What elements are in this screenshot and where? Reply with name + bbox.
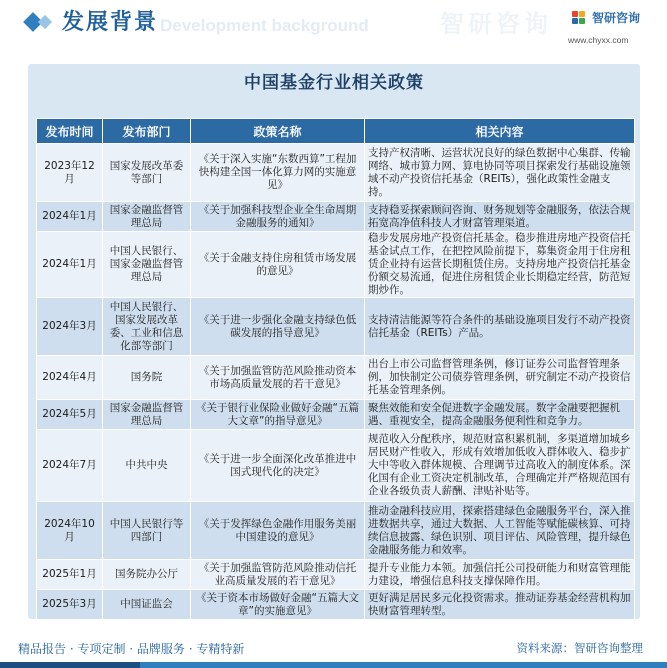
cell-content: 出台上市公司监督管理条例，修订证券公司监督管理条例，加快制定公司债券管理条例，研究制定不动产投资信托基金管理条例。 — [365, 356, 635, 400]
column-header: 相关内容 — [365, 119, 635, 144]
cell-date: 2025年1月 — [37, 560, 103, 590]
cell-content: 规范收入分配秩序，规范财富积累机制，多渠道增加城乡居民财产性收入，形成有效增加低收入群体收入、稳步扩大中等收入群体规模、合理调节过高收入的制度体系。深化国有企业工资决定机制改革，合理确定并严格规范国有企业各级负责人薪酬、津贴补贴等。 — [365, 430, 635, 502]
cell-date: 2024年10月 — [37, 502, 103, 560]
page-title: 发展背景 — [62, 9, 159, 35]
cell-date: 2023年12月 — [37, 144, 103, 202]
table-row — [37, 590, 635, 620]
cell-content: 提升专业能力本领。加强信托公司投研能力和财富管理能力建设，增强信息科技支撑保障作用。 — [365, 560, 635, 590]
column-header: 发布时间 — [37, 119, 103, 144]
cell-dept: 国家发展改革委等部门 — [103, 144, 191, 202]
table-row — [37, 298, 635, 356]
cell-dept: 中共中央 — [103, 430, 191, 502]
cell-policy: 《关于进一步强化金融支持绿色低碳发展的指导意见》 — [191, 298, 365, 356]
footer-tagline: 精品报告 · 专项定制 · 品牌服务 · 专精特新 — [18, 642, 245, 656]
cell-date: 2024年4月 — [37, 356, 103, 400]
cell-policy: 《关于加强监管防范风险推动资本市场高质量发展的若干意见》 — [191, 356, 365, 400]
page-header — [0, 0, 667, 46]
column-header: 政策名称 — [191, 119, 365, 144]
cell-dept: 中国证监会 — [103, 590, 191, 620]
page-footer — [0, 622, 667, 668]
diamond-small-icon — [38, 15, 52, 29]
footer-source: 资料来源：智研咨询整理 — [516, 641, 643, 655]
footer-bar-accent — [0, 662, 140, 668]
table-row — [37, 400, 635, 430]
brand-mark-icon — [572, 11, 586, 25]
cell-content: 更好满足居民多元化投资需求。推动证券基金经营机构加快财富管理转型。 — [365, 590, 635, 620]
brand-name: 智研咨询 — [592, 11, 641, 25]
cell-content: 支持清洁能源等符合条件的基础设施项目发行不动产投资信托基金（REITs）产品。 — [365, 298, 635, 356]
table-row — [37, 430, 635, 502]
header-ghost-text: Development background — [160, 16, 369, 35]
table-row — [37, 356, 635, 400]
cell-date: 2024年1月 — [37, 202, 103, 232]
cell-policy: 《关于加强科技型企业全生命周期金融服务的通知》 — [191, 202, 365, 232]
cell-policy: 《关于加强监管防范风险推动信托业高质量发展的若干意见》 — [191, 560, 365, 590]
cell-content: 支持产权清晰、运营状况良好的绿色数据中心集群、传输网络、城市算力网、算电协同等项目探索发行基础设施领域不动产投资信托基金（REITs），强化政策性金融支持。 — [365, 144, 635, 202]
table-title: 中国基金行业相关政策 — [244, 73, 424, 93]
header-ghost-cn: 智研咨询 — [440, 10, 552, 38]
cell-policy: 《关于金融支持住房租赁市场发展的意见》 — [191, 232, 365, 298]
cell-date: 2024年5月 — [37, 400, 103, 430]
cell-dept: 中国人民银行、国家发展改革委、工业和信息化部等部门 — [103, 298, 191, 356]
table-row — [37, 560, 635, 590]
brand-url: www.chyxx.com — [568, 35, 629, 45]
cell-content: 聚焦效能和安全促进数字金融发展。数字金融要把握机遇、重视安全，提高金融服务便利性和竞争力。 — [365, 400, 635, 430]
cell-content: 支持稳妥探索顾问咨询、财务规划等金融服务，依法合规拓宽高净值科技人才财富管理渠道。 — [365, 202, 635, 232]
table-row — [37, 232, 635, 298]
cell-dept: 国家金融监督管理总局 — [103, 202, 191, 232]
cell-dept: 国务院 — [103, 356, 191, 400]
cell-policy: 《关于进一步全面深化改革推进中国式现代化的决定》 — [191, 430, 365, 502]
cell-date: 2024年1月 — [37, 232, 103, 298]
table-row — [37, 202, 635, 232]
cell-dept: 国家金融监督管理总局 — [103, 400, 191, 430]
cell-dept: 中国人民银行、国家金融监督管理总局 — [103, 232, 191, 298]
cell-content: 稳步发展房地产投资信托基金。稳步推进房地产投资信托基金试点工作，在把控风险前提下，募集资金用于住房租赁企业持有运营长期租赁住房。支持房地产投资信托基金份额交易流通，促进住房租赁企业长期稳定经营，防范短期炒作。 — [365, 232, 635, 298]
table-header-row — [37, 119, 635, 144]
cell-content: 推动金融科技应用，探索搭建绿色金融服务平台，深入推进数据共享，通过大数据、人工智能等赋能碳核算、可持续信息披露、绿色识别、项目评估、风险管理，提升绿色金融服务能力和效率。 — [365, 502, 635, 560]
cell-policy: 《关于深入实施“东数西算”工程加快构建全国一体化算力网的实施意见》 — [191, 144, 365, 202]
cell-date: 2024年3月 — [37, 298, 103, 356]
policy-table — [36, 118, 635, 620]
cell-dept: 中国人民银行等四部门 — [103, 502, 191, 560]
cell-policy: 《关于资本市场做好金融“五篇大文章”的实施意见》 — [191, 590, 365, 620]
cell-date: 2024年7月 — [37, 430, 103, 502]
cell-policy: 《关于发挥绿色金融作用服务美丽中国建设的意见》 — [191, 502, 365, 560]
cell-date: 2025年3月 — [37, 590, 103, 620]
cell-policy: 《关于银行业保险业做好金融“五篇大文章”的指导意见》 — [191, 400, 365, 430]
table-row — [37, 144, 635, 202]
table-row — [37, 502, 635, 560]
column-header: 发布部门 — [103, 119, 191, 144]
cell-dept: 国务院办公厅 — [103, 560, 191, 590]
